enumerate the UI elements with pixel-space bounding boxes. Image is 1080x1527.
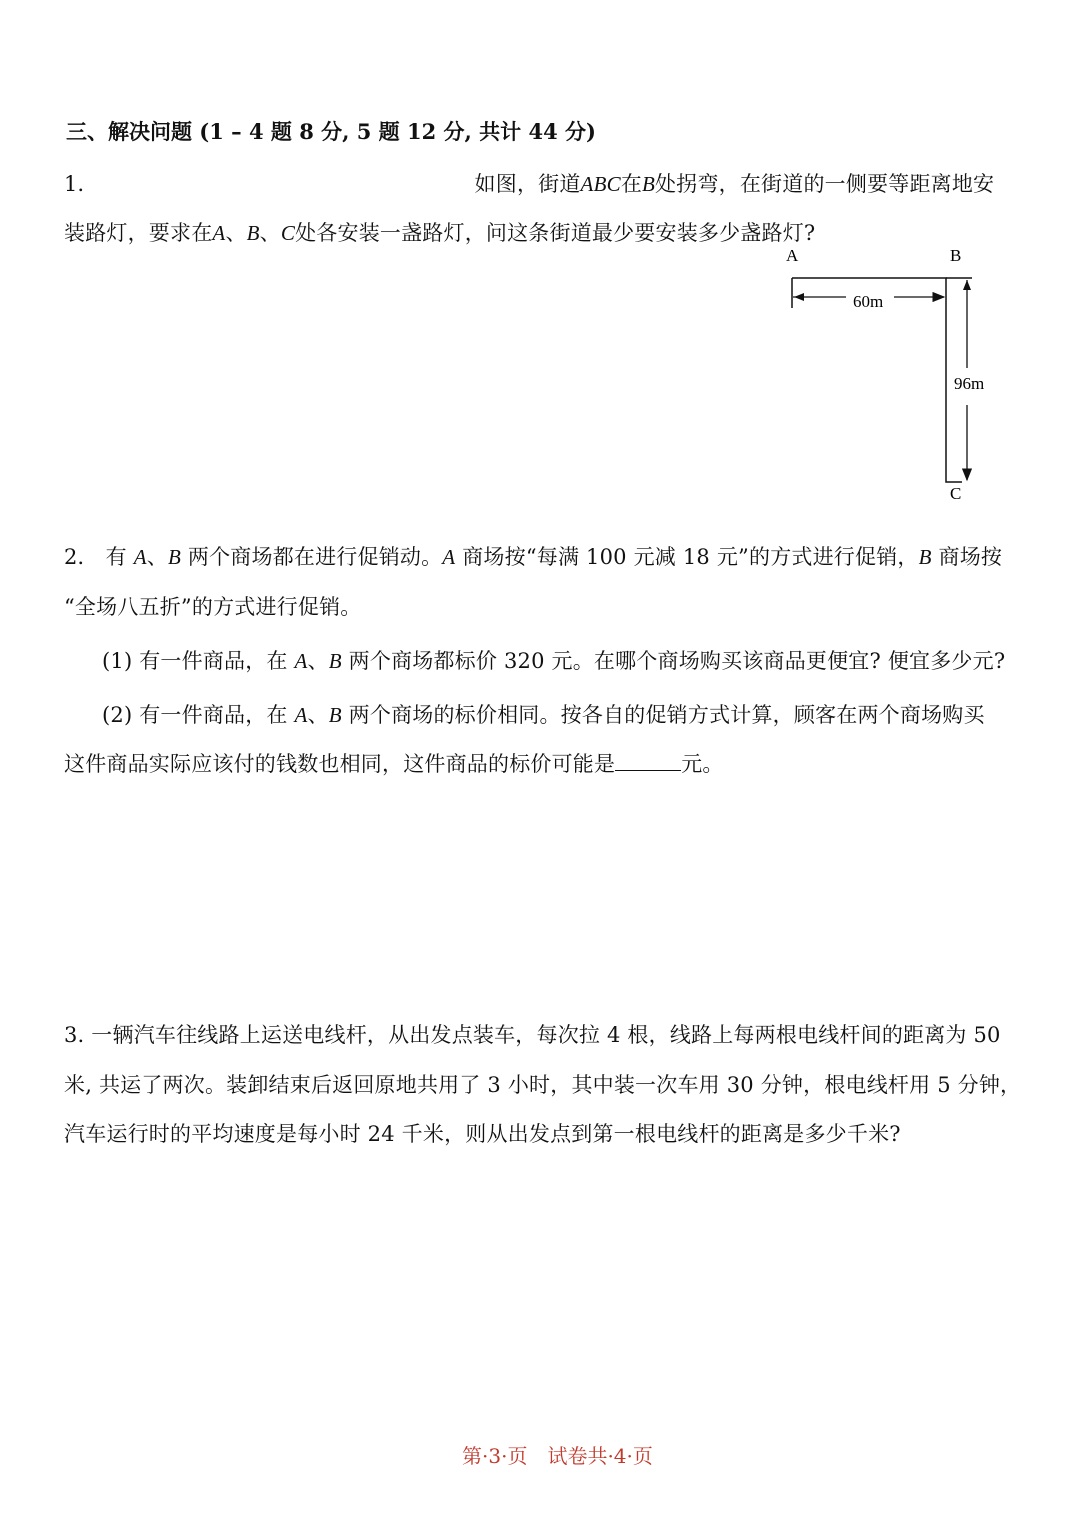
q2-text: 商场按“每满 100 元减 18 元”的方式进行促销，	[462, 545, 919, 569]
q1-text: 处拐弯，在街道的一侧要等距离地安	[655, 172, 995, 196]
q1-var-c: C	[280, 221, 296, 245]
q2-var-a: A	[294, 703, 308, 727]
q2-sep: 、	[307, 649, 329, 673]
q2-var-b: B	[328, 649, 342, 673]
page-total: 试卷共·4·页	[547, 1444, 653, 1468]
q3-line2: 米, 共运了两次。装卸结束后返回原地共用了 3 小时，其中装一次车用 30 分钟，根电线杆用 5 分钟，	[64, 1073, 1022, 1097]
arrow-left	[794, 293, 804, 301]
q2-text: 商场按	[938, 545, 1003, 569]
q3-line1: 3. 一辆汽车往线路上运送电线杆，从出发点装车，每次拉 4 根，线路上每两根电线杆间的距离为 50	[64, 1023, 1001, 1047]
q1-var-b: B	[642, 172, 656, 196]
q2-text: (1) 有一件商品，在	[102, 649, 288, 673]
q1-var-abc: ABC	[580, 172, 621, 196]
q1-text: 装路灯，要求在	[64, 221, 213, 245]
label-c: C	[950, 484, 962, 503]
page-number: 第·3·页	[462, 1444, 528, 1468]
q2-text: 两个商场都标价 320 元。在哪个商场购买该商品更便宜? 便宜多少元?	[348, 649, 1006, 673]
q2-text: 元。	[681, 752, 724, 776]
label-b: B	[950, 246, 962, 265]
q2-sep: 、	[146, 545, 168, 569]
arrow-up	[963, 280, 971, 290]
q3-line3: 汽车运行时的平均速度是每小时 24 千米，则从出发点到第一根电线杆的距离是多少千米?	[64, 1122, 901, 1146]
q2-line2: “全场八五折”的方式进行促销。	[64, 595, 362, 619]
q1-sep: 、	[225, 221, 247, 245]
q2-var-b: B	[328, 703, 342, 727]
q2-part2-line2	[64, 748, 724, 778]
q2-var-b: B	[167, 545, 181, 569]
q1-number: 1．	[64, 172, 99, 196]
q2-sep: 、	[307, 703, 329, 727]
q1-text: 处各安装一盏路灯，问这条街道最少要安装多少盏路灯?	[295, 221, 816, 245]
q2-line1	[64, 541, 1002, 571]
q2-var-a: A	[442, 545, 456, 569]
q1-line2	[64, 217, 815, 247]
q2-var-a: A	[294, 649, 308, 673]
page-footer	[462, 1440, 653, 1469]
q2-text: 两个商场都在进行促销动。	[187, 545, 443, 569]
q2-var-b: B	[918, 545, 932, 569]
section-title: 三、解决问题 (1 – 4 题 8 分, 5 题 12 分, 共计 44 分)	[66, 119, 596, 144]
q2-part2	[102, 699, 985, 729]
label-a: A	[786, 246, 799, 265]
q2-text: 两个商场的标价相同。按各自的促销方式计算，顾客在两个商场购买	[348, 703, 985, 727]
q1-sep: 、	[259, 221, 281, 245]
street-figure	[760, 240, 1020, 510]
length-bc: 96m	[954, 374, 985, 393]
q1-text: 如图，街道	[474, 172, 581, 196]
q1-text: 在	[620, 172, 643, 196]
q2-part1	[102, 645, 1005, 675]
answer-blank[interactable]	[615, 752, 681, 771]
q1-var-b: B	[246, 221, 260, 245]
q1-var-a: A	[212, 221, 226, 245]
q2-text: 这件商品实际应该付的钱数也相同，这件商品的标价可能是	[64, 752, 616, 776]
length-ab: 60m	[853, 292, 884, 311]
q2-text: 2． 有	[64, 545, 127, 569]
q2-var-a: A	[133, 545, 147, 569]
q2-text: (2) 有一件商品，在	[102, 703, 288, 727]
q1-line1	[64, 168, 994, 198]
